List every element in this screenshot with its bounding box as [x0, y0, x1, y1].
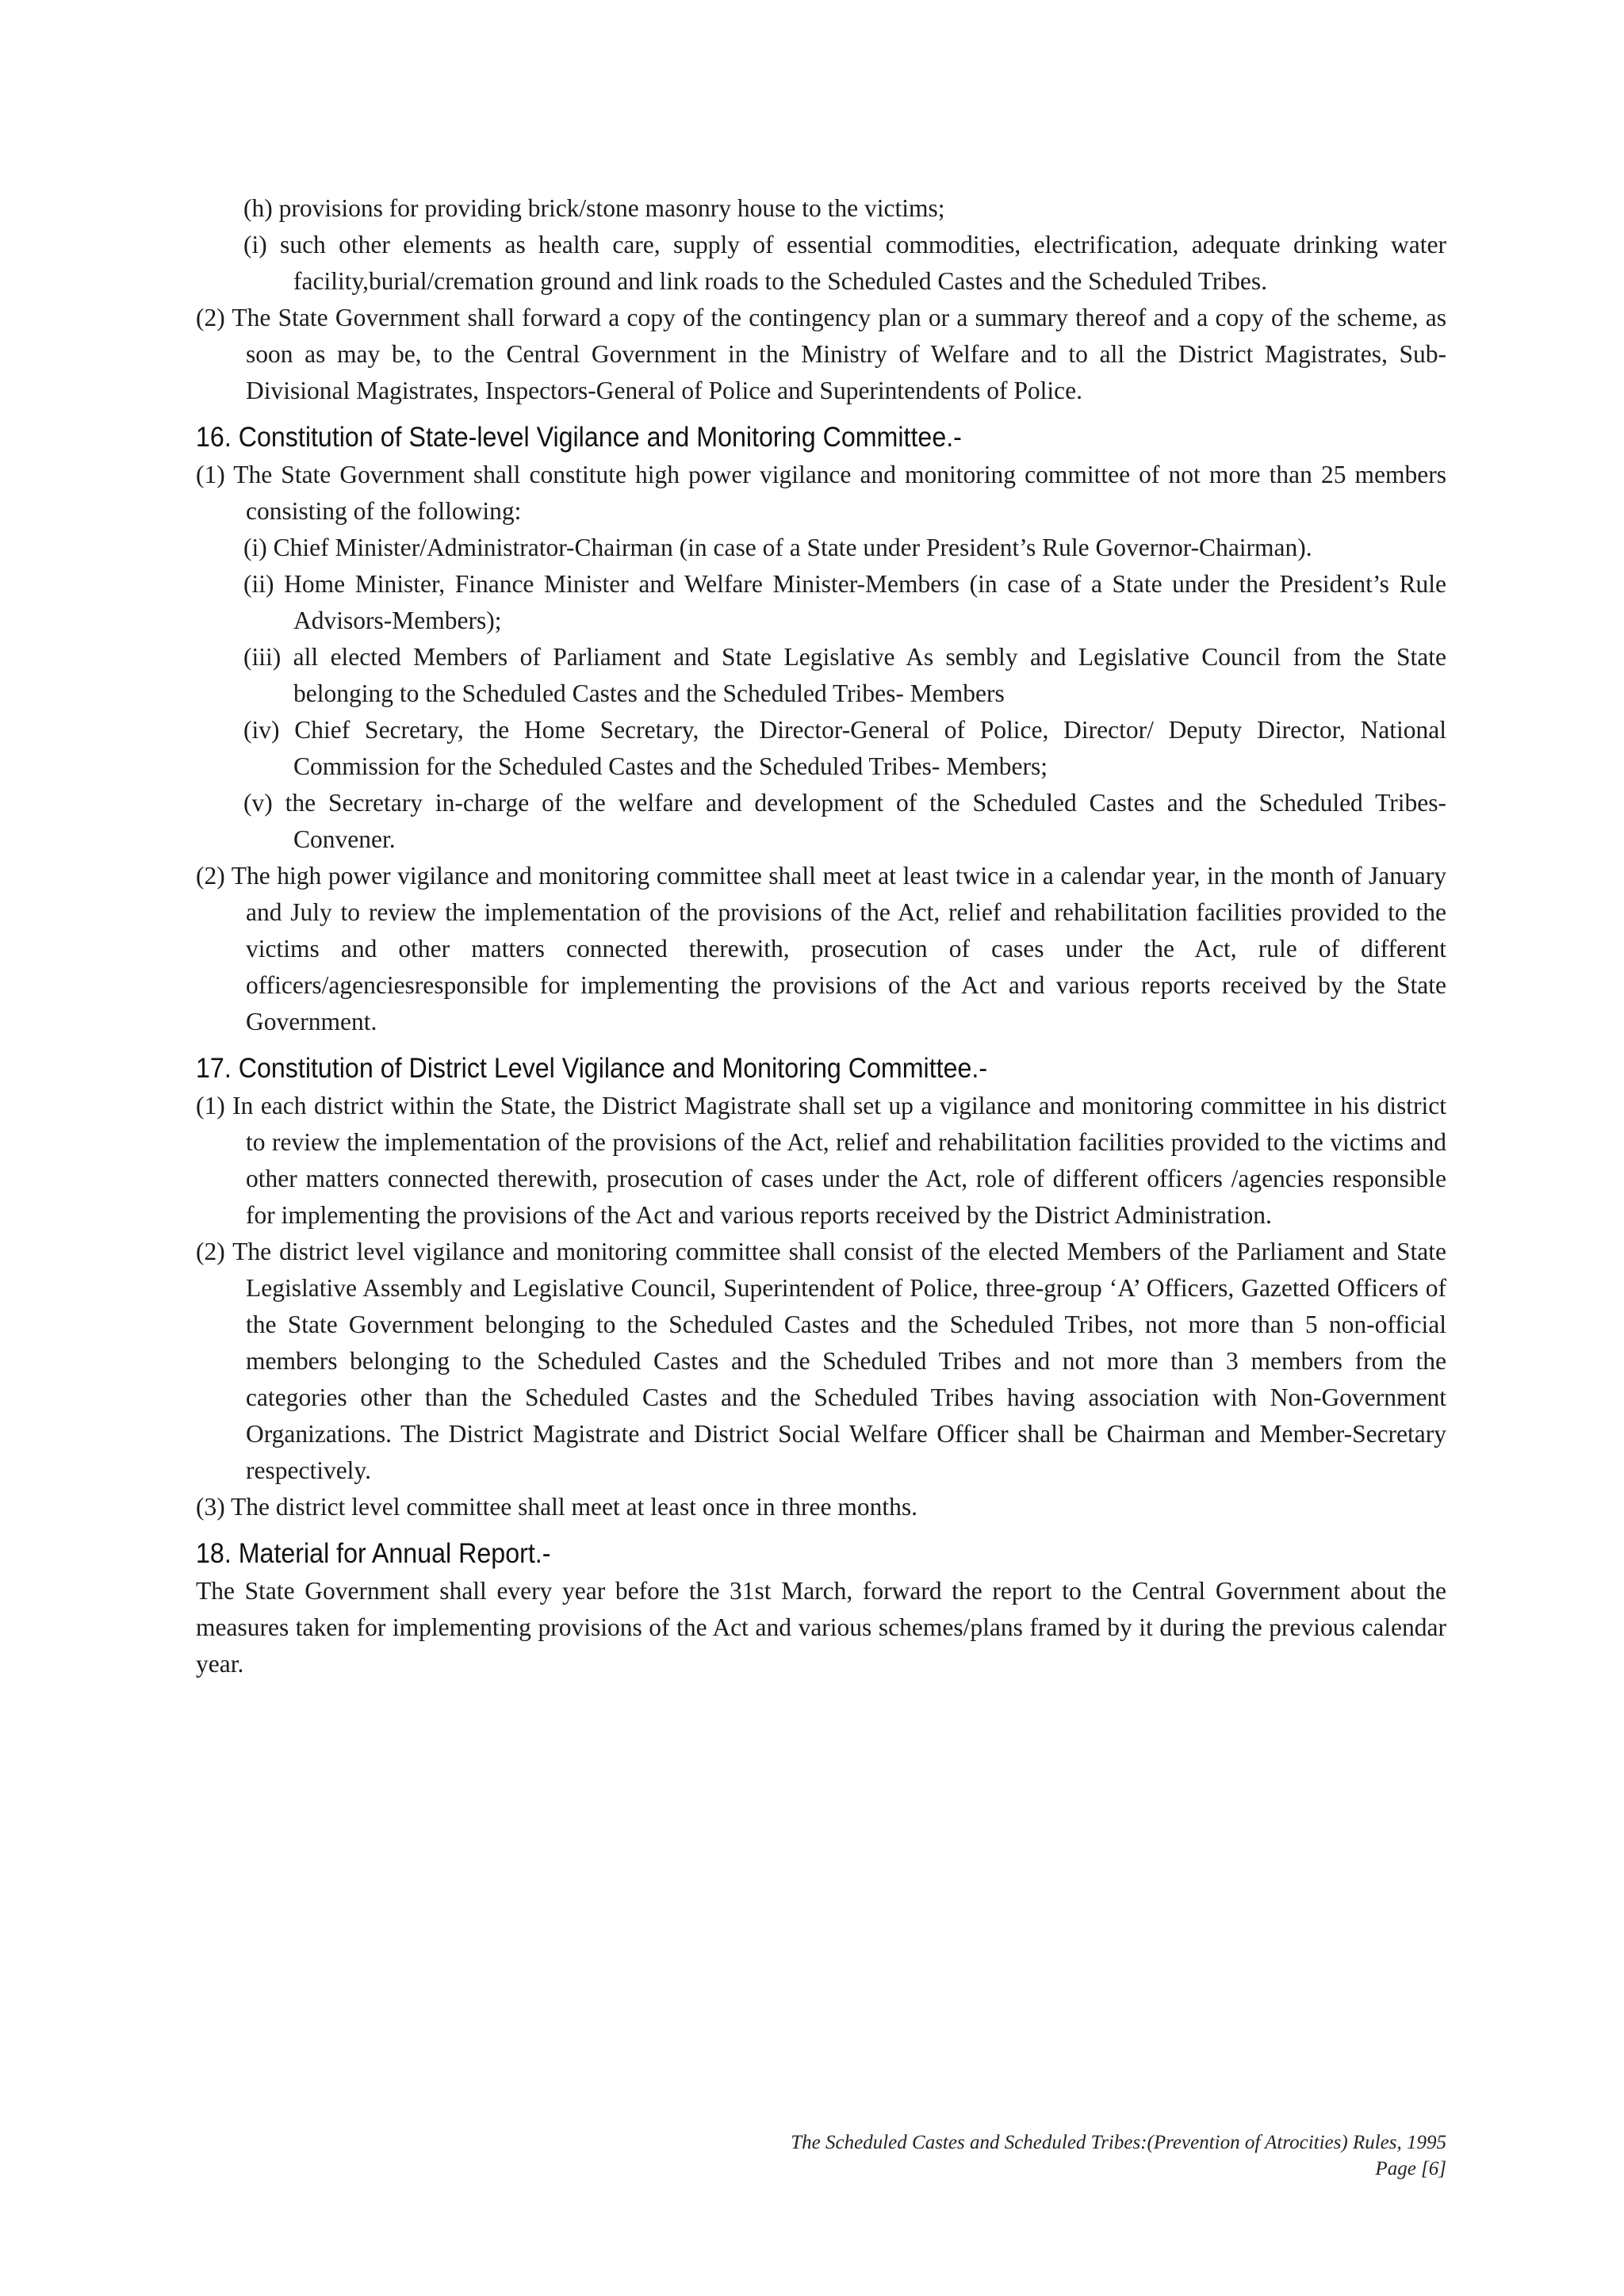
footer-document-title: The Scheduled Castes and Scheduled Tribes:(Prevention of Atrocities) Rules, 1995 [791, 2132, 1446, 2153]
section-17-subrule-2: (2) The district level vigilance and monitoring committee shall consist of the elected Members of the Parliament and State Legislative Assembly and Legislative Council, Superintendent of Police, three-group ‘A’ Officers, Gazetted Officers of the State Government belonging to the Scheduled Castes and the Scheduled Tribes, not more than 5 non-official members belonging to the Scheduled Castes and the Scheduled Tribes and not more than 3 members from the categories other than the Scheduled Castes and the Scheduled Tribes having association with Non-Government Organizations. The District Magistrate and District Social Welfare Officer shall be Chairman and Member-Secretary respectively. [196, 1238, 1446, 1484]
section-16-heading: 16. Constitution of State-level Vigilance and Monitoring Committee.- [196, 422, 962, 453]
section-17-heading: 17. Constitution of District Level Vigilance and Monitoring Committee.- [196, 1053, 988, 1084]
section-18-heading: 18. Material for Annual Report.- [196, 1538, 551, 1569]
document-body [196, 190, 1446, 1682]
section-16-subrule-1: (1) The State Government shall constitute high power vigilance and monitoring committee of not more than 25 members consisting of the following: [196, 461, 1446, 525]
section-16-item-iv: (iv) Chief Secretary, the Home Secretary, the Director-General of Police, Director/ Deputy Director, National Commission for the Scheduled Castes and the Scheduled Tribes- Members; [243, 716, 1446, 780]
section-17-subrule-3: (3) The district level committee shall meet at least once in three months. [196, 1493, 918, 1521]
section-16-item-v: (v) the Secretary in-charge of the welfare and development of the Scheduled Castes and the Scheduled Tribes- Convener. [243, 789, 1446, 853]
footer-page-number: Page [6] [1375, 2158, 1446, 2179]
section-17-subrule-1: (1) In each district within the State, the District Magistrate shall set up a vigilance and monitoring committee in his district to review the implementation of the provisions of the Act, relief and rehabilitation facilities provided to the victims and other matters connected therewith, prosecution of cases under the Act, role of different officers /agencies responsible for implementing the provisions of the Act and various reports received by the District Administration. [196, 1092, 1446, 1229]
clause-h: (h) provisions for providing brick/stone masonry house to the victims; [243, 194, 945, 222]
rule15-subrule-2: (2) The State Government shall forward a copy of the contingency plan or a summary thereof and a copy of the scheme, as soon as may be, to the Central Government in the Ministry of Welfare and to all the District Magistrates, Sub-Divisional Magistrates, Inspectors-General of Police and Superintendents of Police. [196, 304, 1446, 404]
page-footer [791, 2130, 1446, 2182]
section-16-item-i: (i) Chief Minister/Administrator-Chairman (in case of a State under President’s Rule Governor-Chairman). [243, 534, 1312, 561]
section-16-item-ii: (ii) Home Minister, Finance Minister and Welfare Minister-Members (in case of a State under the President’s Rule Advisors-Members); [243, 570, 1446, 634]
section-16-item-iii: (iii) all elected Members of Parliament and State Legislative As sembly and Legislative Council from the State belonging to the Scheduled Castes and the Scheduled Tribes- Members [243, 643, 1446, 707]
section-16-subrule-2: (2) The high power vigilance and monitoring committee shall meet at least twice in a calendar year, in the month of January and July to review the implementation of the provisions of the Act, relief and rehabilitation facilities provided to the victims and other matters connected therewith, prosecution of cases under the Act, rule of different officers/agenciesresponsible for implementing the provisions of the Act and various reports received by the State Government. [196, 862, 1446, 1035]
clause-i: (i) such other elements as health care, supply of essential commodities, electrification, adequate drinking water facility,burial/cremation ground and link roads to the Scheduled Castes and the Scheduled Tribes. [243, 231, 1446, 295]
section-18-body: The State Government shall every year before the 31st March, forward the report to the Central Government about the measures taken for implementing provisions of the Act and various schemes/plans framed by it during the previous calendar year. [196, 1577, 1446, 1678]
